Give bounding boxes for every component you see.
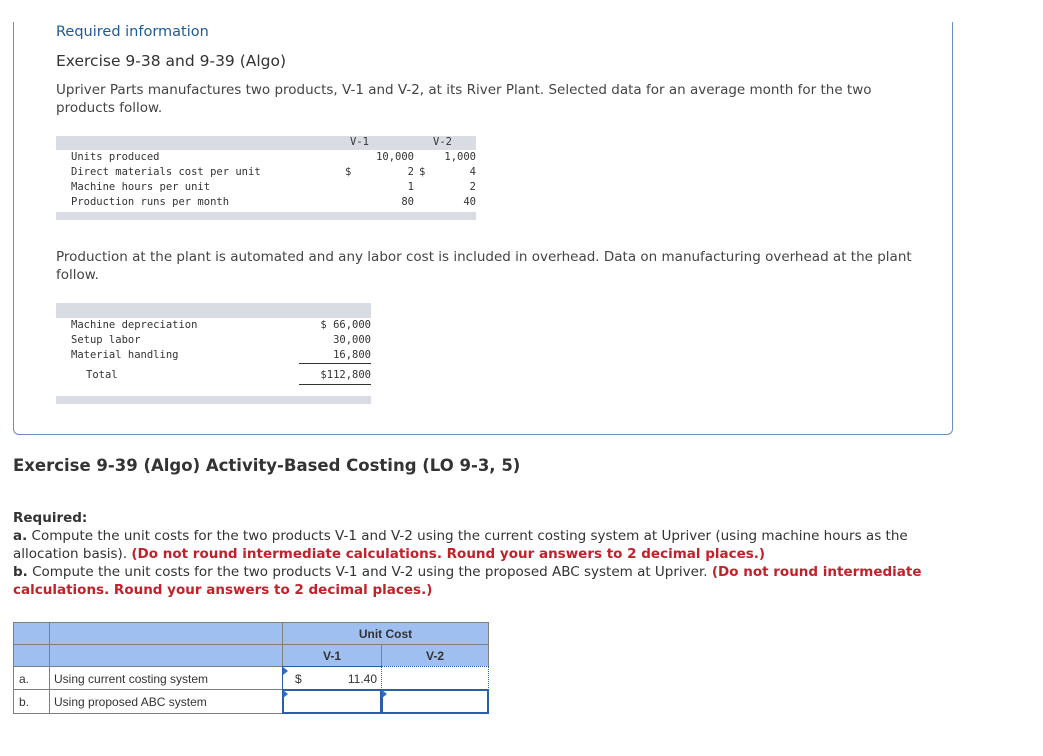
header-unit-cost [282,622,489,645]
v2-value: 2 [469,181,476,193]
row-letter: a. [19,672,30,686]
row-label: Material handling [71,349,179,361]
product-data-table [56,136,476,220]
currency-symbol: $ [419,166,426,178]
input-marker-icon [382,690,387,698]
row-label: Machine depreciation [71,319,198,331]
table-row [71,181,476,196]
overhead-table [56,303,371,404]
overhead-intro-paragraph: Production at the plant is automated and any labor cost is included in overhead. Data on manufacturing overhead at the plant follow. [56,249,912,283]
total-value: $112,800 [320,369,371,381]
table-header-band [56,136,476,150]
row-label-cell [49,689,283,714]
v2-value: 1,000 [444,151,476,163]
row-label-cell [49,666,283,690]
table-footer-band [56,396,371,404]
table-header-band [56,303,371,318]
row-value: 30,000 [333,334,371,346]
col-header-v2: V-2 [433,136,452,148]
required-instructions [13,509,943,599]
header-blank-cell [49,644,283,667]
v1-value: 2 [407,166,414,178]
part-a-rounding-note: (Do not round intermediate calculations. Round your answers to 2 decimal places.) [131,546,766,562]
header-blank-cell [13,644,50,667]
table-footer-band [56,212,476,220]
part-a-text: Compute the unit costs for the two products V-1 and V-2 using the current costing system at Upriver (using machine hours as the allocation basis). [13,528,908,562]
part-a-instructions [13,527,943,563]
row-label: Using proposed ABC system [54,695,207,709]
v2-value: 4 [469,166,476,178]
part-b-text: Compute the unit costs for the two products V-1 and V-2 using the proposed ABC system at Upriver. [27,564,712,580]
input-marker-icon [283,667,288,675]
row-label: Units produced [71,151,160,163]
row-label: Using current costing system [54,672,209,686]
v2-header-label: V-2 [425,649,444,663]
v2-current-input[interactable] [381,666,489,690]
table-row [71,319,371,334]
part-b-prefix: b. [13,564,28,580]
v1-abc-input[interactable] [282,689,382,714]
v1-value: 1 [407,181,414,193]
v1-value: 10,000 [376,151,414,163]
exercise-39-title: Exercise 9-39 (Algo) Activity-Based Costing (LO 9-3, 5) [13,456,521,475]
part-a-prefix: a. [13,528,28,544]
row-value: 16,800 [333,349,371,361]
unit-cost-label: Unit Cost [358,627,413,641]
part-b-rounding-note: (Do not round intermediate calculations. Round your answers to 2 decimal places.) [13,564,922,598]
v1-header-label: V-1 [322,649,341,663]
row-label: Direct materials cost per unit [71,166,261,178]
row-label: Production runs per month [71,196,230,208]
exercise-title: Exercise 9-38 and 9-39 (Algo) [56,52,287,70]
table-row [71,196,476,211]
row-letter: b. [19,695,30,709]
required-information-heading: Required information [56,24,209,40]
table-row [71,349,371,364]
row-label: Setup labor [71,334,141,346]
answer-table [13,622,489,714]
subtotal-rule [299,363,371,364]
total-label: Total [86,369,118,381]
v1-value: 80 [401,196,414,208]
input-marker-icon [283,690,288,698]
row-letter-cell [13,666,50,690]
header-v2 [381,644,489,667]
row-letter-cell [13,689,50,714]
row-label: Machine hours per unit [71,181,211,193]
col-header-v1: V-1 [350,136,369,148]
v2-abc-input[interactable] [381,689,489,714]
v1-current-value: 11.40 [347,672,377,686]
table-row [71,334,371,349]
header-v1 [282,644,382,667]
header-blank-cell [49,622,283,645]
table-row-total [71,369,371,384]
intro-paragraph: Upriver Parts manufactures two products, V-1 and V-2, at its River Plant. Selected data for an average month for the two products follow. [56,82,872,116]
row-value: $ 66,000 [320,319,371,331]
part-b-instructions [13,563,943,599]
total-rule [299,384,371,385]
header-blank-cell [13,622,50,645]
currency-symbol: $ [345,166,352,178]
v2-value: 40 [463,196,476,208]
required-label: Required: [13,510,88,526]
table-row [71,166,476,181]
v1-current-input[interactable] [282,666,382,690]
currency-symbol: $ [295,672,302,686]
table-row [71,151,476,166]
